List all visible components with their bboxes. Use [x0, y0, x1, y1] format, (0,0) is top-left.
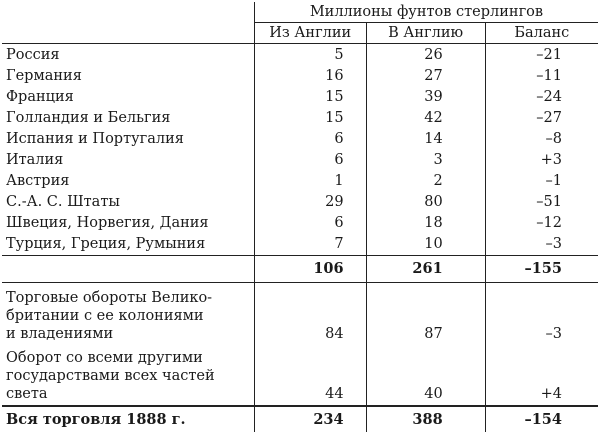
import-value: 2: [366, 169, 485, 190]
colonies-label: [2, 283, 254, 344]
subtotal-import: 261: [366, 256, 485, 283]
table-row: [2, 85, 598, 106]
others-export: 44: [254, 343, 366, 406]
total-label: Вся торговля 1888 г.: [2, 406, 254, 432]
country-name: Россия: [6, 47, 60, 63]
table-header-columns: [2, 23, 598, 44]
country-name: Швеция, Норвегия, Дания: [6, 215, 209, 231]
country-name: Италия: [6, 152, 64, 168]
balance-value: –21: [485, 44, 598, 65]
export-value: 1: [254, 169, 366, 190]
country-name: Австрия: [6, 173, 70, 189]
subtotal-balance: –155: [485, 256, 598, 283]
import-value: 39: [366, 85, 485, 106]
col-balance-header: Баланс: [485, 23, 598, 44]
export-value: 7: [254, 232, 366, 256]
trade-table: [2, 2, 598, 432]
import-value: 42: [366, 106, 485, 127]
others-import: 40: [366, 343, 485, 406]
export-value: 5: [254, 44, 366, 65]
header-units: Миллионы фунтов стерлингов: [254, 2, 598, 23]
table-row: [2, 211, 598, 232]
balance-value: –24: [485, 85, 598, 106]
subtotal-export: 106: [254, 256, 366, 283]
balance-value: –12: [485, 211, 598, 232]
import-value: 3: [366, 148, 485, 169]
others-row: [2, 343, 598, 406]
table-row: [2, 148, 598, 169]
balance-value: –3: [485, 232, 598, 256]
balance-value: –11: [485, 64, 598, 85]
balance-value: –51: [485, 190, 598, 211]
colonies-label-line-3: и владениями: [6, 326, 114, 342]
subtotal-row: [2, 256, 598, 283]
country-name: Испания и Португалия: [6, 131, 184, 147]
balance-value: –1: [485, 169, 598, 190]
table-header-group: [2, 2, 598, 23]
total-row: [2, 406, 598, 432]
others-label-line-3: света: [6, 386, 48, 402]
total-balance: –154: [485, 406, 598, 432]
export-value: 29: [254, 190, 366, 211]
others-label-line-2: государствами всех частей: [6, 368, 215, 384]
import-value: 18: [366, 211, 485, 232]
others-balance: +4: [485, 343, 598, 406]
colonies-label-line-2: британии с ее колониями: [6, 308, 204, 324]
import-value: 10: [366, 232, 485, 256]
others-label-line-1: Оборот со всеми другими: [6, 350, 203, 366]
export-value: 15: [254, 85, 366, 106]
country-name: Германия: [6, 68, 82, 84]
export-value: 6: [254, 148, 366, 169]
balance-value: –8: [485, 127, 598, 148]
country-name: Голландия и Бельгия: [6, 110, 171, 126]
total-import: 388: [366, 406, 485, 432]
total-export: 234: [254, 406, 366, 432]
table-row: [2, 169, 598, 190]
export-value: 6: [254, 211, 366, 232]
country-name: Франция: [6, 89, 74, 105]
balance-value: –27: [485, 106, 598, 127]
colonies-import: 87: [366, 283, 485, 344]
export-value: 6: [254, 127, 366, 148]
others-label: [2, 343, 254, 406]
import-value: 27: [366, 64, 485, 85]
table-row: [2, 232, 598, 256]
export-value: 15: [254, 106, 366, 127]
table-row: [2, 190, 598, 211]
table-row: [2, 64, 598, 85]
country-name: С.-А. С. Штаты: [6, 194, 120, 210]
table-row: [2, 127, 598, 148]
import-value: 26: [366, 44, 485, 65]
colonies-balance: –3: [485, 283, 598, 344]
table-row: [2, 44, 598, 65]
col-to-header: В Англию: [366, 23, 485, 44]
balance-value: +3: [485, 148, 598, 169]
table-row: [2, 106, 598, 127]
import-value: 80: [366, 190, 485, 211]
colonies-label-line-1: Торговые обороты Велико-: [6, 290, 213, 306]
export-value: 16: [254, 64, 366, 85]
colonies-row: [2, 283, 598, 344]
country-name: Турция, Греция, Румыния: [6, 236, 206, 252]
col-from-header: Из Англии: [254, 23, 366, 44]
colonies-export: 84: [254, 283, 366, 344]
import-value: 14: [366, 127, 485, 148]
